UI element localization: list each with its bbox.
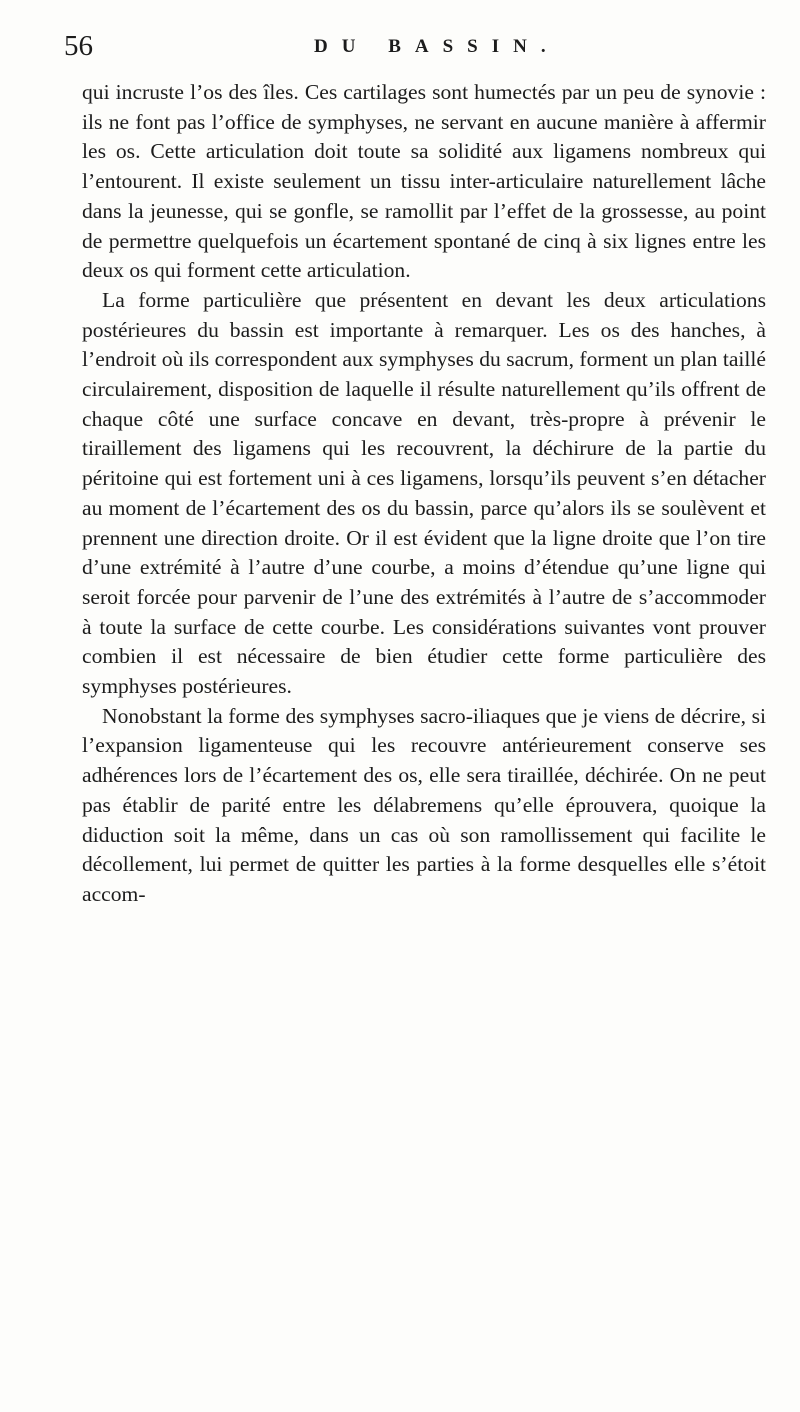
paragraph-2: La forme particulière que présentent en devant les deux articulations postérieures du bassin est importante à remarquer. Les os des hanches, à l’endroit où ils correspondent aux symphyses du sacrum, forment un plan taillé circulairement, disposition de laquelle il résulte naturellement qu’ils offrent de chaque côté une surface concave en devant, très-propre à prévenir le tiraillement des ligamens qui les recouvrent, la déchirure de la partie du péritoine qui est fortement uni à ces ligamens, lorsqu’ils peuvent s’en détacher au moment de l’écartement des os du bassin, parce qu’alors ils se soulèvent et prennent une direction droite. Or il est évident que la ligne droite que l’on tire d’une extrémité à l’autre d’une courbe, a moins d’étendue qu’une ligne qui seroit forcée pour parvenir de l’une des extrémités à l’autre de s’accommoder à toute la surface de cette courbe. Les considérations suivantes vont prouver combien il est nécessaire de bien étudier cette forme particulière des symphyses postérieures. <box>82 287 766 699</box>
running-title: DU BASSIN. <box>314 36 560 57</box>
paragraph-3: Nonobstant la forme des symphyses sacro-iliaques que je viens de décrire, si l’expansion ligamenteuse qui les recouvre antérieurement conserve ses adhérences lors de l’écartement des os, elle sera tiraillée, déchirée. On ne peut pas établir de parité entre les délabremens qu’elle éprouvera, quoique la diduction soit la même, dans un cas où son ramollissement qui facilite le décollement, lui permet de quitter les parties à la forme desquelles elle s’étoit accom- <box>82 703 766 906</box>
running-head <box>64 30 724 64</box>
page-number: 56 <box>64 30 93 62</box>
body-text <box>82 78 766 910</box>
paragraph-1: qui incruste l’os des îles. Ces cartilages sont humectés par un peu de synovie : ils ne font pas l’office de symphyses, ne servant en aucune manière à affermir les os. Cette articulation doit toute sa solidité aux ligamens nombreux qui l’entourent. Il existe seulement un tissu inter-articulaire naturellement lâche dans la jeunesse, qui se gonfle, se ramollit par l’effet de la grossesse, au point de permettre quelquefois un écartement spontané de cinq à six lignes entre les deux os qui forment cette articulation. <box>82 80 766 283</box>
